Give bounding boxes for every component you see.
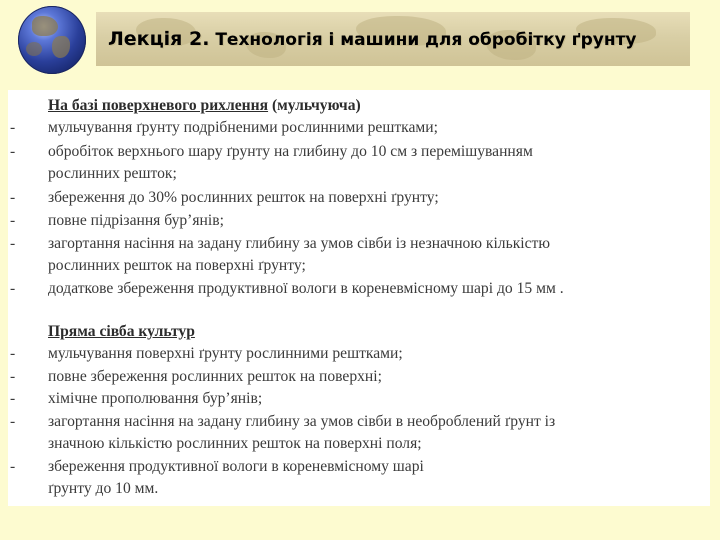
slide-title: Лекція 2. Технологія і машини для обробітку ґрунту	[108, 28, 637, 50]
slide-header	[0, 0, 720, 88]
slide-content: На базі поверхневого рихлення (мульчуюча) - мульчування ґрунту подрібненими рослинними рештками; - обробіток верхнього шару ґрунту на глибину до 10 см з перемішуванням рослинних решток; - збереження до 30% рослинних решток на поверхні ґрунту; - повне підрізання бур’янів; - загортання насіння на задану глибину за умов сівби із незначною кількістю рослинних решток на поверхні ґрунту; - додаткове збереження продуктивної вологи в кореневмісному шарі до 15 мм . Пряма сівба культур - мульчування поверхні ґрунту рослинними рештками; - повне збереження рослинних решток на поверхні; - хімічне прополювання бур’янів; - загортання насіння на задану глибину за умов сівби в необроблений ґрунт із значною кількістю рослинних решток на поверхні поля; - збереження продуктивної вологи в кореневмісному шарі ґрунту до 10 мм.	[8, 90, 710, 506]
globe-icon	[18, 6, 86, 74]
